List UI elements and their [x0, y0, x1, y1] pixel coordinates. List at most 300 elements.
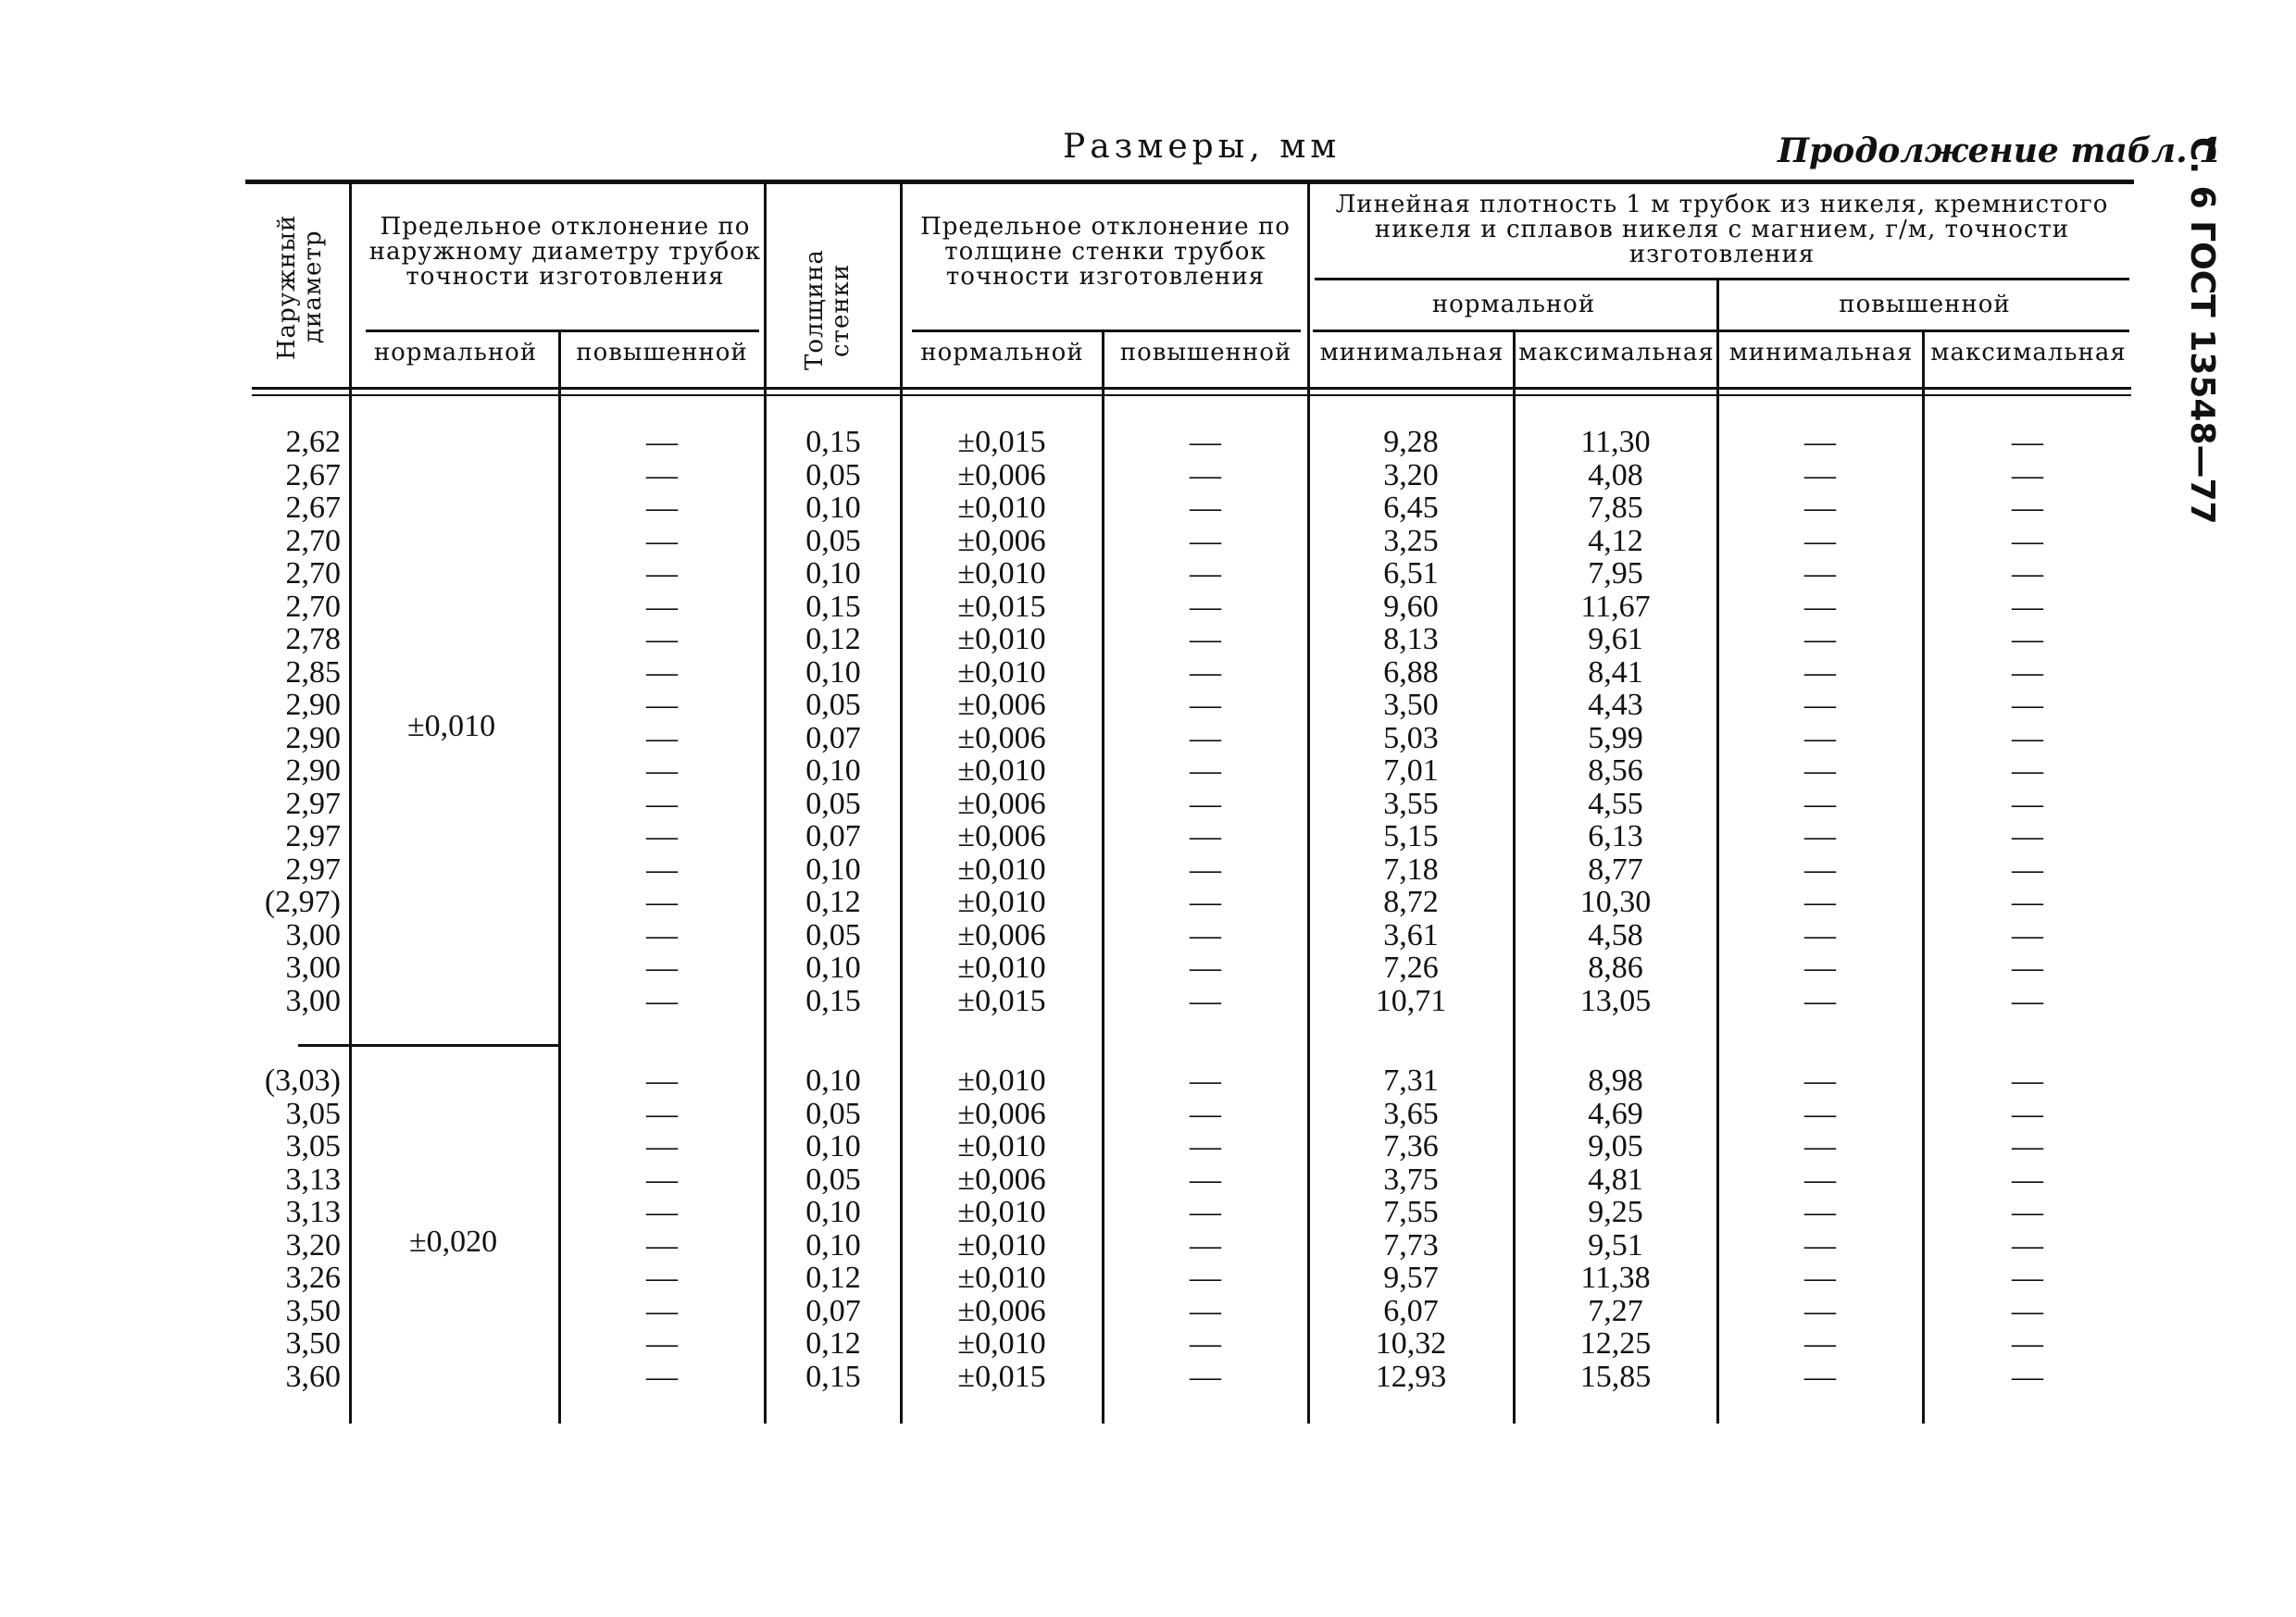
table-cell: (3,03) — [264, 1063, 341, 1098]
table-cell: 3,50 — [1383, 688, 1439, 722]
table-cell: — — [646, 589, 678, 624]
table-cell: — — [646, 1326, 678, 1361]
table-cell: 4,55 — [1588, 786, 1643, 821]
table-cell: — — [1804, 1195, 1836, 1229]
table-cell: — — [1804, 1359, 1836, 1394]
table-cell: — — [2012, 589, 2043, 624]
table-cell: ±0,006 — [957, 1096, 1046, 1131]
table-cell: 4,58 — [1588, 917, 1643, 952]
col-rule-9 — [1922, 331, 1925, 1424]
table-cell: 8,72 — [1383, 885, 1439, 919]
table-cell: 11,30 — [1580, 425, 1651, 459]
table-cell: 7,36 — [1383, 1129, 1439, 1163]
table-cell: — — [1190, 457, 1221, 492]
table-top-rule — [245, 180, 2134, 184]
header-wall-thickness: Толщина стенки — [801, 249, 855, 371]
table-cell: 8,41 — [1588, 654, 1643, 690]
table-cell: ±0,006 — [957, 1162, 1046, 1197]
table-cell: — — [646, 1293, 678, 1328]
table-cell: — — [646, 720, 678, 755]
group-2-cells — [1105, 1063, 1305, 1394]
table-cell: 0,12 — [805, 1326, 861, 1361]
table-cell: — — [1804, 1326, 1836, 1361]
table-cell: — — [646, 917, 678, 952]
table-cell: — — [1804, 589, 1836, 624]
table-cell: 10,71 — [1375, 983, 1447, 1018]
table-cell: 2,62 — [285, 425, 341, 459]
table-cell: 0,05 — [805, 457, 861, 492]
table-cell: 2,97 — [285, 852, 341, 887]
table-continuation-label: Продолжение табл. 1 — [1778, 131, 2223, 170]
table-cell: 0,15 — [805, 983, 861, 1018]
table-cell: 0,10 — [805, 951, 861, 985]
table-cell: 0,12 — [805, 1261, 861, 1295]
table-cell: — — [1190, 1326, 1221, 1361]
table-cell: — — [2012, 1063, 2043, 1098]
table-cell: — — [2012, 688, 2043, 722]
table-cell: 9,57 — [1383, 1261, 1439, 1295]
table-cell: — — [2012, 457, 2043, 492]
group-2-cells — [563, 1063, 761, 1394]
table-cell: — — [1804, 523, 1836, 558]
table-cell: 8,86 — [1588, 951, 1643, 985]
table-cell: 2,70 — [285, 589, 341, 624]
group-1-cells — [1516, 425, 1715, 1018]
table-cell: — — [1190, 1293, 1221, 1328]
table-cell: — — [2012, 1293, 2043, 1328]
group-1-cells — [1720, 425, 1920, 1018]
table-cell: 0,10 — [805, 556, 861, 591]
header-od-tolerance: Предельное отклонение по наружному диаметру трубок точности изготовления — [368, 213, 762, 291]
table-cell: 6,13 — [1588, 819, 1643, 853]
table-cell: — — [646, 491, 678, 525]
table-cell: — — [646, 819, 678, 853]
header-wall-tolerance: Предельное отклонение по толщине стенки трубок точности изготовления — [920, 213, 1291, 291]
table-cell: — — [1190, 917, 1221, 952]
table-cell: — — [1804, 1162, 1836, 1197]
table-cell: ±0,015 — [957, 983, 1046, 1018]
table-cell: — — [1804, 457, 1836, 492]
table-cell: 8,98 — [1588, 1063, 1643, 1098]
table-cell: ±0,010 — [957, 1063, 1046, 1098]
table-cell: 2,90 — [285, 753, 341, 788]
table-cell: — — [646, 1227, 678, 1263]
table-cell: — — [1804, 1293, 1836, 1328]
table-cell: 7,73 — [1383, 1227, 1439, 1263]
table-cell: — — [646, 1195, 678, 1229]
table-cell: ±0,010 — [957, 491, 1046, 525]
table-cell: 0,07 — [805, 819, 861, 853]
table-cell: 3,25 — [1383, 523, 1439, 558]
table-cell: — — [646, 622, 678, 656]
table-cell: ±0,010 — [957, 622, 1046, 656]
od-tolerance-group-2: ±0,020 — [409, 1225, 498, 1259]
table-cell: 3,05 — [285, 1096, 341, 1131]
table-cell: — — [1804, 819, 1836, 853]
table-cell: ±0,010 — [957, 556, 1046, 591]
table-cell: 8,13 — [1383, 622, 1439, 656]
table-cell: 3,60 — [285, 1359, 341, 1394]
table-cell: — — [2012, 983, 2043, 1018]
table-cell: 3,00 — [285, 917, 341, 952]
header-bottom-rule-2 — [252, 394, 2131, 396]
table-cell: — — [646, 951, 678, 985]
table-cell: — — [1190, 622, 1221, 656]
table-cell: 4,69 — [1588, 1096, 1643, 1131]
table-cell: 0,10 — [805, 1129, 861, 1163]
table-cell: 3,26 — [285, 1261, 341, 1295]
table-cell: ±0,010 — [957, 1195, 1046, 1229]
table-cell: 0,10 — [805, 753, 861, 788]
group-1-cells — [768, 425, 898, 1018]
density-level-rule — [1313, 330, 2129, 332]
table-cell: — — [1190, 951, 1221, 985]
table-cell: — — [646, 688, 678, 722]
table-cell: — — [1804, 917, 1836, 952]
standard-page-label: С. 6 ГОСТ 13548—77 — [2183, 137, 2221, 525]
table-cell: 5,15 — [1383, 819, 1439, 853]
group-2-cells — [1311, 1063, 1511, 1394]
table-cell: — — [2012, 622, 2043, 656]
header-normal-max: максимальная — [1518, 339, 1715, 367]
group-2-cells — [1926, 1063, 2129, 1394]
table-cell: — — [1804, 720, 1836, 755]
table-cell: — — [1804, 951, 1836, 985]
table-cell: 2,97 — [285, 819, 341, 853]
table-cell: — — [2012, 1162, 2043, 1197]
table-cell: — — [2012, 1096, 2043, 1131]
table-cell: — — [646, 556, 678, 591]
table-cell: 9,51 — [1588, 1227, 1643, 1263]
col-rule-3 — [764, 183, 767, 1424]
table-cell: ±0,010 — [957, 1129, 1046, 1163]
group-separator-rule — [298, 1044, 559, 1047]
table-cell: — — [2012, 1359, 2043, 1394]
table-cell: 9,28 — [1383, 425, 1439, 459]
table-cell: 0,07 — [805, 720, 861, 755]
header-linear-density: Линейная плотность 1 м трубок из никеля, кремнистого никеля и сплавов никеля с магнием, г/м, точности изготовления — [1335, 191, 2109, 268]
table-cell: — — [2012, 654, 2043, 690]
header-increased-min: минимальная — [1728, 339, 1914, 367]
col-rule-2 — [558, 331, 561, 1424]
table-cell: 15,85 — [1579, 1359, 1652, 1394]
table-cell: — — [646, 983, 678, 1018]
table-cell: ±0,006 — [957, 720, 1046, 755]
table-cell: 10,32 — [1375, 1326, 1447, 1361]
table-cell: 2,67 — [285, 491, 341, 525]
table-cell: — — [1190, 885, 1221, 919]
header-increased-max: максимальная — [1930, 339, 2127, 367]
table-cell: ±0,006 — [957, 786, 1046, 821]
group-2-cells — [1516, 1063, 1715, 1394]
group-1-cells — [563, 425, 761, 1018]
header-od-increased: повышенной — [576, 339, 748, 367]
table-cell: — — [646, 1096, 678, 1131]
table-cell: 7,85 — [1588, 491, 1643, 525]
table-cell: 7,26 — [1383, 951, 1439, 985]
table-cell: — — [2012, 753, 2043, 788]
table-cell: — — [1804, 1227, 1836, 1263]
table-cell: 2,90 — [285, 688, 341, 722]
table-cell: 3,75 — [1383, 1162, 1439, 1197]
table-cell: 3,55 — [1383, 786, 1439, 821]
table-cell: — — [2012, 1227, 2043, 1263]
header-density-normal: нормальной — [1431, 291, 1596, 318]
table-cell: 3,05 — [285, 1129, 341, 1163]
table-cell: — — [1190, 720, 1221, 755]
table-cell: — — [646, 885, 678, 919]
page-title: Размеры, мм — [1063, 128, 1341, 166]
header-outer-diameter: Наружный диаметр — [273, 214, 327, 360]
table-cell: 9,60 — [1383, 589, 1439, 624]
table-cell: 5,99 — [1588, 720, 1643, 755]
group-1-cells — [904, 425, 1100, 1018]
table-cell: — — [1190, 523, 1221, 558]
col-rule-7 — [1513, 331, 1516, 1424]
table-cell: 9,05 — [1588, 1129, 1643, 1163]
table-cell: — — [1190, 1063, 1221, 1098]
table-cell: — — [646, 1129, 678, 1163]
table-cell: (2,97) — [264, 885, 341, 919]
table-cell: — — [2012, 1326, 2043, 1361]
table-cell: 6,88 — [1383, 654, 1439, 690]
table-cell: — — [646, 852, 678, 887]
table-cell: 10,30 — [1579, 885, 1652, 919]
group-2-cells — [768, 1063, 898, 1394]
table-cell: — — [1804, 425, 1836, 459]
table-cell: 7,27 — [1588, 1293, 1643, 1328]
table-cell: 13,05 — [1579, 983, 1652, 1018]
table-cell: 2,78 — [285, 622, 341, 656]
table-cell: — — [646, 1162, 678, 1197]
group-1-cells — [248, 425, 341, 1018]
table-cell: ±0,010 — [957, 951, 1046, 985]
col-rule-1 — [349, 183, 352, 1424]
table-cell: — — [1190, 1359, 1221, 1394]
header-density-increased: повышенной — [1839, 291, 2011, 318]
table-cell: 0,10 — [805, 1063, 861, 1098]
table-cell: 3,00 — [285, 983, 341, 1018]
table-cell: — — [2012, 491, 2043, 525]
table-cell: 8,77 — [1588, 852, 1643, 887]
table-cell: 6,51 — [1383, 556, 1439, 591]
table-cell: — — [1190, 425, 1221, 459]
table-cell: 2,67 — [285, 457, 341, 492]
table-cell: 11,67 — [1580, 589, 1651, 624]
table-cell: ±0,006 — [957, 1293, 1046, 1328]
table-cell: 9,61 — [1588, 622, 1643, 656]
table-cell: 0,10 — [805, 1195, 861, 1229]
header-wall-increased: повышенной — [1119, 339, 1292, 367]
table-cell: ±0,006 — [957, 688, 1046, 722]
table-cell: 0,15 — [805, 589, 861, 624]
table-cell: ±0,010 — [957, 1261, 1046, 1295]
table-cell: 0,05 — [805, 917, 861, 952]
table-cell: 2,70 — [285, 556, 341, 591]
table-cell: 11,38 — [1580, 1261, 1651, 1295]
table-cell: 0,05 — [805, 786, 861, 821]
table-cell: ±0,006 — [957, 917, 1046, 952]
table-cell: — — [1804, 688, 1836, 722]
table-cell: — — [1804, 753, 1836, 788]
table-cell: — — [1190, 654, 1221, 690]
table-cell: — — [2012, 885, 2043, 919]
table-cell: — — [1804, 622, 1836, 656]
table-cell: — — [646, 753, 678, 788]
table-cell: 4,43 — [1588, 688, 1643, 722]
table-cell: — — [1804, 1129, 1836, 1163]
col-rule-8 — [1716, 278, 1719, 1424]
table-cell: — — [646, 1063, 678, 1098]
table-cell: ±0,010 — [957, 852, 1046, 887]
table-cell: ±0,015 — [957, 589, 1046, 624]
table-cell: 12,93 — [1375, 1359, 1447, 1394]
table-cell: 3,65 — [1383, 1096, 1439, 1131]
table-cell: 0,07 — [805, 1293, 861, 1328]
table-cell: — — [1804, 491, 1836, 525]
table-cell: — — [646, 1261, 678, 1295]
table-cell: — — [1190, 1227, 1221, 1263]
table-cell: 2,97 — [285, 786, 341, 821]
table-cell: — — [1804, 885, 1836, 919]
table-cell: 2,70 — [285, 523, 341, 558]
table-cell: — — [1804, 786, 1836, 821]
table-cell: — — [2012, 1129, 2043, 1163]
table-cell: — — [1804, 1063, 1836, 1098]
table-cell: 0,10 — [805, 654, 861, 690]
group-1-cells — [1926, 425, 2129, 1018]
table-cell: 6,45 — [1383, 491, 1439, 525]
table-cell: 3,20 — [1383, 457, 1439, 492]
table-cell: — — [1190, 1129, 1221, 1163]
table-cell: 9,25 — [1588, 1195, 1643, 1229]
table-cell: — — [646, 523, 678, 558]
table-cell: — — [1190, 491, 1221, 525]
table-cell: 3,20 — [285, 1227, 341, 1263]
col-rule-6 — [1307, 183, 1310, 1424]
table-cell: ±0,010 — [957, 753, 1046, 788]
table-cell: 0,05 — [805, 523, 861, 558]
table-cell: — — [1190, 753, 1221, 788]
table-cell: 0,10 — [805, 491, 861, 525]
table-cell: ±0,006 — [957, 819, 1046, 853]
table-cell: 2,85 — [285, 654, 341, 690]
table-cell: — — [2012, 523, 2043, 558]
table-cell: ±0,006 — [957, 523, 1046, 558]
table-cell: — — [646, 425, 678, 459]
table-cell: ±0,006 — [957, 457, 1046, 492]
table-cell: — — [1190, 786, 1221, 821]
col-rule-5 — [1102, 331, 1104, 1424]
table-cell: — — [1804, 852, 1836, 887]
table-cell: — — [2012, 1195, 2043, 1229]
od-subheader-rule — [366, 330, 759, 332]
table-cell: 6,07 — [1383, 1293, 1439, 1328]
table-cell: — — [2012, 819, 2043, 853]
table-cell: 0,05 — [805, 688, 861, 722]
table-cell: 7,01 — [1383, 753, 1439, 788]
table-cell: 7,31 — [1383, 1063, 1439, 1098]
table-cell: — — [1190, 589, 1221, 624]
table-cell: 8,56 — [1588, 753, 1643, 788]
table-cell: — — [2012, 852, 2043, 887]
table-cell: 7,18 — [1383, 852, 1439, 887]
table-cell: 0,05 — [805, 1096, 861, 1131]
table-cell: — — [1804, 654, 1836, 690]
table-cell: 0,05 — [805, 1162, 861, 1197]
table-cell: 0,10 — [805, 1227, 861, 1263]
header-normal-min: минимальная — [1319, 339, 1504, 367]
table-cell: — — [2012, 951, 2043, 985]
table-cell: ±0,015 — [957, 1359, 1046, 1394]
header-od-normal: нормальной — [373, 339, 538, 367]
table-cell: 3,13 — [285, 1162, 341, 1197]
table-cell: 0,12 — [805, 622, 861, 656]
table-cell: — — [1804, 1096, 1836, 1131]
table-cell: ±0,010 — [957, 1326, 1046, 1361]
table-cell: — — [1804, 556, 1836, 591]
table-cell: — — [2012, 786, 2043, 821]
table-cell: 3,50 — [285, 1293, 341, 1328]
group-2-cells — [1720, 1063, 1920, 1394]
table-cell: 7,95 — [1588, 556, 1643, 591]
header-wall-normal: нормальной — [920, 339, 1084, 367]
table-cell: — — [1190, 688, 1221, 722]
table-cell: ±0,010 — [957, 1227, 1046, 1263]
table-cell: — — [1190, 1162, 1221, 1197]
table-cell: 4,08 — [1588, 457, 1643, 492]
table-cell: — — [1190, 852, 1221, 887]
table-cell: — — [1190, 556, 1221, 591]
table-cell: — — [646, 457, 678, 492]
table-cell: 5,03 — [1383, 720, 1439, 755]
table-cell: ±0,010 — [957, 654, 1046, 690]
table-cell: ±0,015 — [957, 425, 1046, 459]
table-cell: 0,15 — [805, 425, 861, 459]
table-cell: 3,00 — [285, 951, 341, 985]
table-cell: — — [2012, 720, 2043, 755]
table-cell: — — [2012, 917, 2043, 952]
table-cell: — — [646, 786, 678, 821]
table-cell: 4,12 — [1588, 523, 1643, 558]
table-cell: — — [2012, 425, 2043, 459]
group-1-cells — [1311, 425, 1511, 1018]
table-cell: — — [646, 1359, 678, 1394]
group-2-cells — [904, 1063, 1100, 1394]
density-subheader-rule — [1315, 278, 2129, 280]
table-cell: 3,50 — [285, 1326, 341, 1361]
group-2-cells — [248, 1063, 341, 1394]
table-cell: — — [2012, 556, 2043, 591]
group-1-cells — [1105, 425, 1305, 1018]
table-cell: — — [646, 654, 678, 690]
col-rule-4 — [900, 183, 903, 1424]
table-cell: 12,25 — [1579, 1326, 1652, 1361]
table-cell: 4,81 — [1588, 1162, 1643, 1197]
table-cell: 0,10 — [805, 852, 861, 887]
table-cell: — — [1190, 1096, 1221, 1131]
table-cell: 3,13 — [285, 1195, 341, 1229]
table-cell: — — [1190, 1195, 1221, 1229]
table-cell: ±0,010 — [957, 885, 1046, 919]
table-cell: — — [1190, 983, 1221, 1018]
table-cell: — — [1190, 1261, 1221, 1295]
table-cell: — — [1804, 983, 1836, 1018]
od-tolerance-group-1: ±0,010 — [407, 709, 496, 743]
table-cell: — — [1190, 819, 1221, 853]
table-cell: 2,90 — [285, 720, 341, 755]
wall-subheader-rule — [912, 330, 1301, 332]
